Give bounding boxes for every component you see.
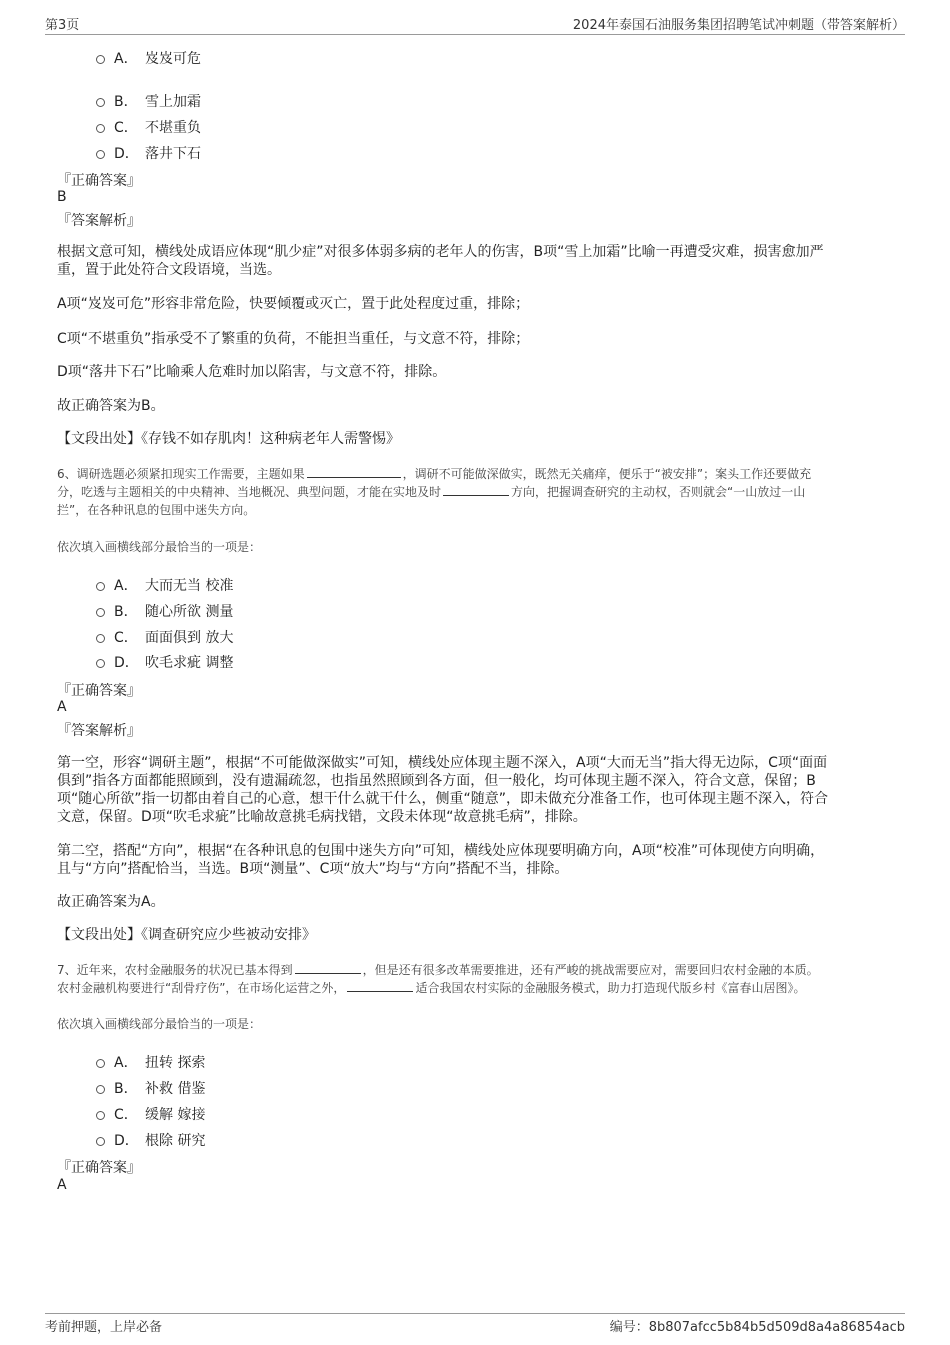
q7-option-d-letter: D． (114, 1133, 139, 1149)
q5-option-c-letter: C． (114, 120, 138, 136)
q5-option-b-letter: B． (114, 94, 138, 110)
q6-analysis-p1-line: 第一空，形容“调研主题”，根据“不可能做深做实”可知，横线处应体现主题不深入，A项“大而无当”指大得无边际，C项“面面 (57, 755, 828, 771)
q6-answer-label: 『正确答案』 (57, 683, 141, 699)
q5-option-b-text: 雪上加霜 (145, 94, 201, 110)
q7-answer-label: 『正确答案』 (57, 1160, 141, 1176)
q6-option-d-letter: D． (114, 655, 139, 671)
q5-analysis-p1-line: 根据文意可知，横线处成语应体现“肌少症”对很多体弱多病的老年人的伤害，B项“雪上加霜”比喻一再遭受灾难，损害愈加严 (57, 244, 824, 260)
q5-analysis-p3: C项“不堪重负”指承受不了繁重的负荷，不能担当重任，与文意不符，排除； (57, 331, 530, 347)
q7-option-d-text: 根除 研究 (145, 1133, 206, 1149)
q7-text: 7、近年来，农村金融服务的状况已基本得到 (57, 963, 293, 977)
q6-question (57, 465, 811, 519)
q7-text: 适合我国农村实际的金融服务模式，助力打造现代版乡村《富春山居图》。 (415, 981, 806, 995)
q5-analysis-p4: D项“落井下石”比喻乘人危难时加以陷害，与文意不符，排除。 (57, 364, 447, 380)
q5-option-a-radio[interactable] (96, 55, 105, 64)
page-header (45, 14, 905, 35)
q5-analysis-p2: A项“岌岌可危”形容非常危险，快要倾覆或灭亡，置于此处程度过重，排除； (57, 296, 530, 312)
footer-slogan: 考前押题，上岸必备 (45, 1320, 163, 1335)
q5-option-b-radio[interactable] (96, 98, 105, 107)
q5-option-d-text: 落井下石 (145, 146, 201, 162)
q7-option-b-text: 补救 借鉴 (145, 1081, 206, 1097)
q5-option-c-radio[interactable] (96, 124, 105, 133)
q6-analysis-p2 (57, 842, 824, 878)
q6-answer: A (57, 699, 67, 715)
q5-analysis-p1-line: 重，置于此处符合文段语境，当选。 (57, 262, 281, 278)
q6-text: ，调研不可能做深做实，既然无关痛痒，便乐于“被安排”；案头工作还要做充 (402, 467, 812, 481)
q7-blank-1 (295, 961, 361, 974)
q7-blank-2 (347, 979, 413, 992)
q6-analysis-p1-line: 文意，保留。D项“吹毛求疵”比喻故意挑毛病找错，文段未体现“故意挑毛病”，排除。 (57, 809, 587, 825)
q6-conclusion: 故正确答案为A。 (57, 894, 165, 910)
q6-analysis-p1-line: 项“随心所欲”指一切都由着自己的心意，想干什么就干什么，侧重“随意”，即未做充分准备工作，也可体现主题不深入，符合 (57, 791, 829, 807)
q6-option-b-text: 随心所欲 测量 (145, 604, 234, 620)
page-footer (45, 1313, 905, 1336)
q7-text: 农村金融机构要进行“刮骨疗伤”，在市场化运营之外， (57, 981, 346, 995)
q6-option-d-radio[interactable] (96, 659, 105, 668)
q6-text: 拦”，在各种讯息的包围中迷失方向。 (57, 503, 256, 517)
q5-option-c-text: 不堪重负 (145, 120, 201, 136)
q6-option-c-letter: C． (114, 630, 138, 646)
document-title: 2024年泰国石油服务集团招聘笔试冲刺题（带答案解析） (572, 18, 905, 33)
q7-text: ，但是还有很多改革需要推进，还有严峻的挑战需要应对，需要回归农村金融的本质。 (362, 963, 819, 977)
q7-option-b-letter: B． (114, 1081, 138, 1097)
document-id: 编号：8b807afcc5b84b5d509d8a4a86854acb (609, 1320, 905, 1335)
q6-option-b-letter: B． (114, 604, 138, 620)
q6-analysis-p1-line: 俱到”指各方面都能照顾到，没有遗漏疏忽，也指虽然照顾到各方面，但一般化，均可体现主题不深入，符合文意，保留；B (57, 773, 816, 789)
q6-analysis-p1 (57, 754, 828, 826)
q5-answer: B (57, 189, 67, 205)
q6-analysis-p2-line: 且与“方向”搭配恰当，当选。B项“测量”、C项“放大”均与“方向”搭配不当，排除。 (57, 861, 569, 877)
q7-option-a-radio[interactable] (96, 1059, 105, 1068)
q6-text: 方向，把握调查研究的主动权，否则就会“一山放过一山 (511, 485, 806, 499)
q5-option-a-text: 岌岌可危 (145, 51, 201, 67)
q6-analysis-label: 『答案解析』 (57, 723, 141, 739)
q5-source: 【文段出处】《存钱不如存肌肉！这种病老年人需警惕》 (57, 431, 400, 447)
q6-blank-1 (307, 465, 401, 478)
q5-answer-label: 『正确答案』 (57, 173, 141, 189)
q6-prompt: 依次填入画横线部分最恰当的一项是： (57, 540, 262, 554)
q7-option-c-letter: C． (114, 1107, 138, 1123)
q7-option-a-text: 扭转 探索 (145, 1055, 206, 1071)
page-number: 第3页 (45, 18, 80, 33)
q7-answer: A (57, 1177, 67, 1193)
q6-text: 6、调研选题必须紧扣现实工作需要，主题如果 (57, 467, 305, 481)
q5-analysis-p1 (57, 243, 824, 279)
q7-question (57, 961, 819, 997)
q7-option-c-text: 缓解 嫁接 (145, 1107, 206, 1123)
q6-option-b-radio[interactable] (96, 608, 105, 617)
q7-option-c-radio[interactable] (96, 1111, 105, 1120)
q7-prompt: 依次填入画横线部分最恰当的一项是： (57, 1017, 262, 1031)
q6-analysis-p2-line: 第二空，搭配“方向”，根据“在各种讯息的包围中迷失方向”可知，横线处应体现要明确方向，A项“校准”可体现使方向明确， (57, 843, 825, 859)
q5-analysis-label: 『答案解析』 (57, 213, 141, 229)
q6-option-d-text: 吹毛求疵 调整 (145, 655, 234, 671)
q5-option-d-radio[interactable] (96, 150, 105, 159)
q5-option-d-letter: D． (114, 146, 139, 162)
q6-option-c-text: 面面俱到 放大 (145, 630, 234, 646)
q6-blank-2 (443, 483, 509, 496)
q5-conclusion: 故正确答案为B。 (57, 398, 165, 414)
q6-source: 【文段出处】《调查研究应少些被动安排》 (57, 927, 316, 943)
q5-option-a-letter: A． (114, 51, 138, 67)
q6-text: 分，吃透与主题相关的中央精神、当地概况、典型问题，才能在实地及时 (57, 485, 442, 499)
q6-option-a-letter: A． (114, 578, 138, 594)
q6-option-c-radio[interactable] (96, 634, 105, 643)
q6-option-a-text: 大而无当 校准 (145, 578, 234, 594)
q7-option-b-radio[interactable] (96, 1085, 105, 1094)
q6-option-a-radio[interactable] (96, 582, 105, 591)
q7-option-a-letter: A． (114, 1055, 138, 1071)
q7-option-d-radio[interactable] (96, 1137, 105, 1146)
